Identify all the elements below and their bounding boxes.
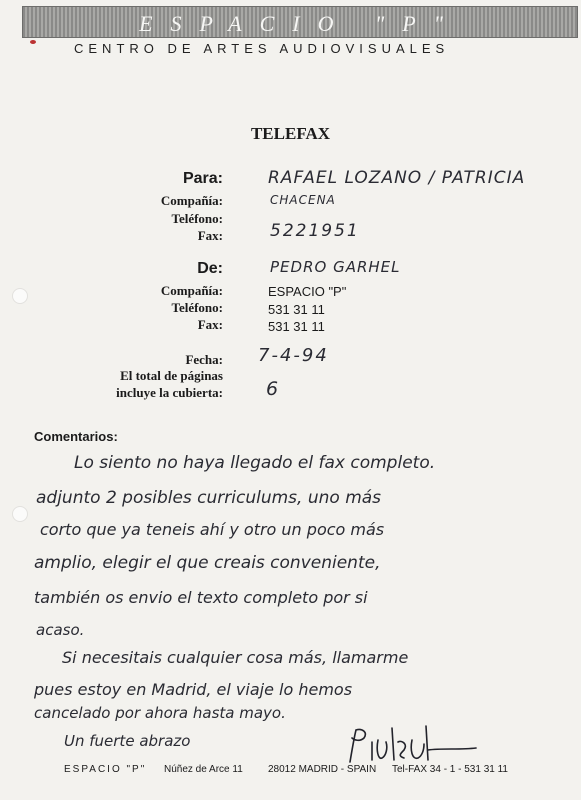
fax-label-to: Fax:	[197, 228, 223, 243]
footer-city: 28012 MADRID - SPAIN	[268, 764, 377, 775]
handwritten-signature	[342, 720, 482, 770]
comment-line: acaso.	[36, 621, 85, 639]
fax-label-from: Fax:	[197, 317, 223, 332]
compania-label-from: Compañía:	[160, 283, 223, 298]
comment-line: amplio, elegir el que creais conveniente,	[34, 553, 381, 573]
telefono-label-from: Teléfono:	[171, 300, 223, 315]
comment-line: pues estoy en Madrid, el viaje lo hemos	[34, 680, 353, 699]
comment-line: adjunto 2 posibles curriculums, uno más	[36, 488, 382, 508]
punch-hole	[12, 288, 28, 304]
paginas-label-line1: El total de páginas	[120, 368, 223, 383]
comment-line: Un fuerte abrazo	[64, 732, 191, 750]
paginas-label-line2: incluye la cubierta:	[116, 385, 223, 400]
comments-label: Comentarios:	[34, 429, 118, 444]
compania-label-to: Compañía:	[160, 193, 223, 208]
letterhead-subtitle: CENTRO DE ARTES AUDIOVISUALES	[74, 41, 450, 56]
comment-line: corto que ya teneis ahí y otro un poco más	[40, 520, 385, 539]
fax-value-from: 531 31 11	[268, 319, 325, 334]
footer-name: ESPACIO "P"	[64, 764, 147, 775]
page-title: TELEFAX	[250, 124, 331, 143]
punch-hole	[12, 506, 28, 522]
compania-value-from: ESPACIO "P"	[268, 284, 347, 299]
compania-value-to: CHACENA	[270, 193, 336, 207]
para-value: RAFAEL LOZANO / PATRICIA	[268, 168, 526, 188]
de-label: De:	[197, 260, 223, 277]
para-label: Para:	[182, 170, 223, 187]
telefono-value-from: 531 31 11	[268, 302, 325, 317]
letterhead-banner-text: ESPACIO "P"	[139, 11, 461, 36]
comment-line: Si necesitais cualquier cosa más, llamarme	[62, 648, 409, 667]
footer-address: Núñez de Arce 11	[164, 764, 243, 775]
comment-line: Lo siento no haya llegado el fax completo.	[74, 453, 436, 473]
fax-value-to: 5221951	[270, 221, 360, 241]
de-value: PEDRO GARHEL	[270, 258, 401, 276]
comment-line: cancelado por ahora hasta mayo.	[34, 704, 286, 722]
comment-line: también os envio el texto completo por si	[34, 588, 368, 607]
fecha-value: 7-4-94	[258, 345, 329, 366]
ink-mark	[30, 40, 36, 44]
letterhead-banner	[22, 6, 578, 38]
fecha-label: Fecha:	[185, 352, 223, 367]
paginas-value: 6	[266, 378, 279, 400]
telefono-label-to: Teléfono:	[171, 211, 223, 226]
footer-telfax: Tel-FAX 34 - 1 - 531 31 11	[392, 764, 508, 775]
